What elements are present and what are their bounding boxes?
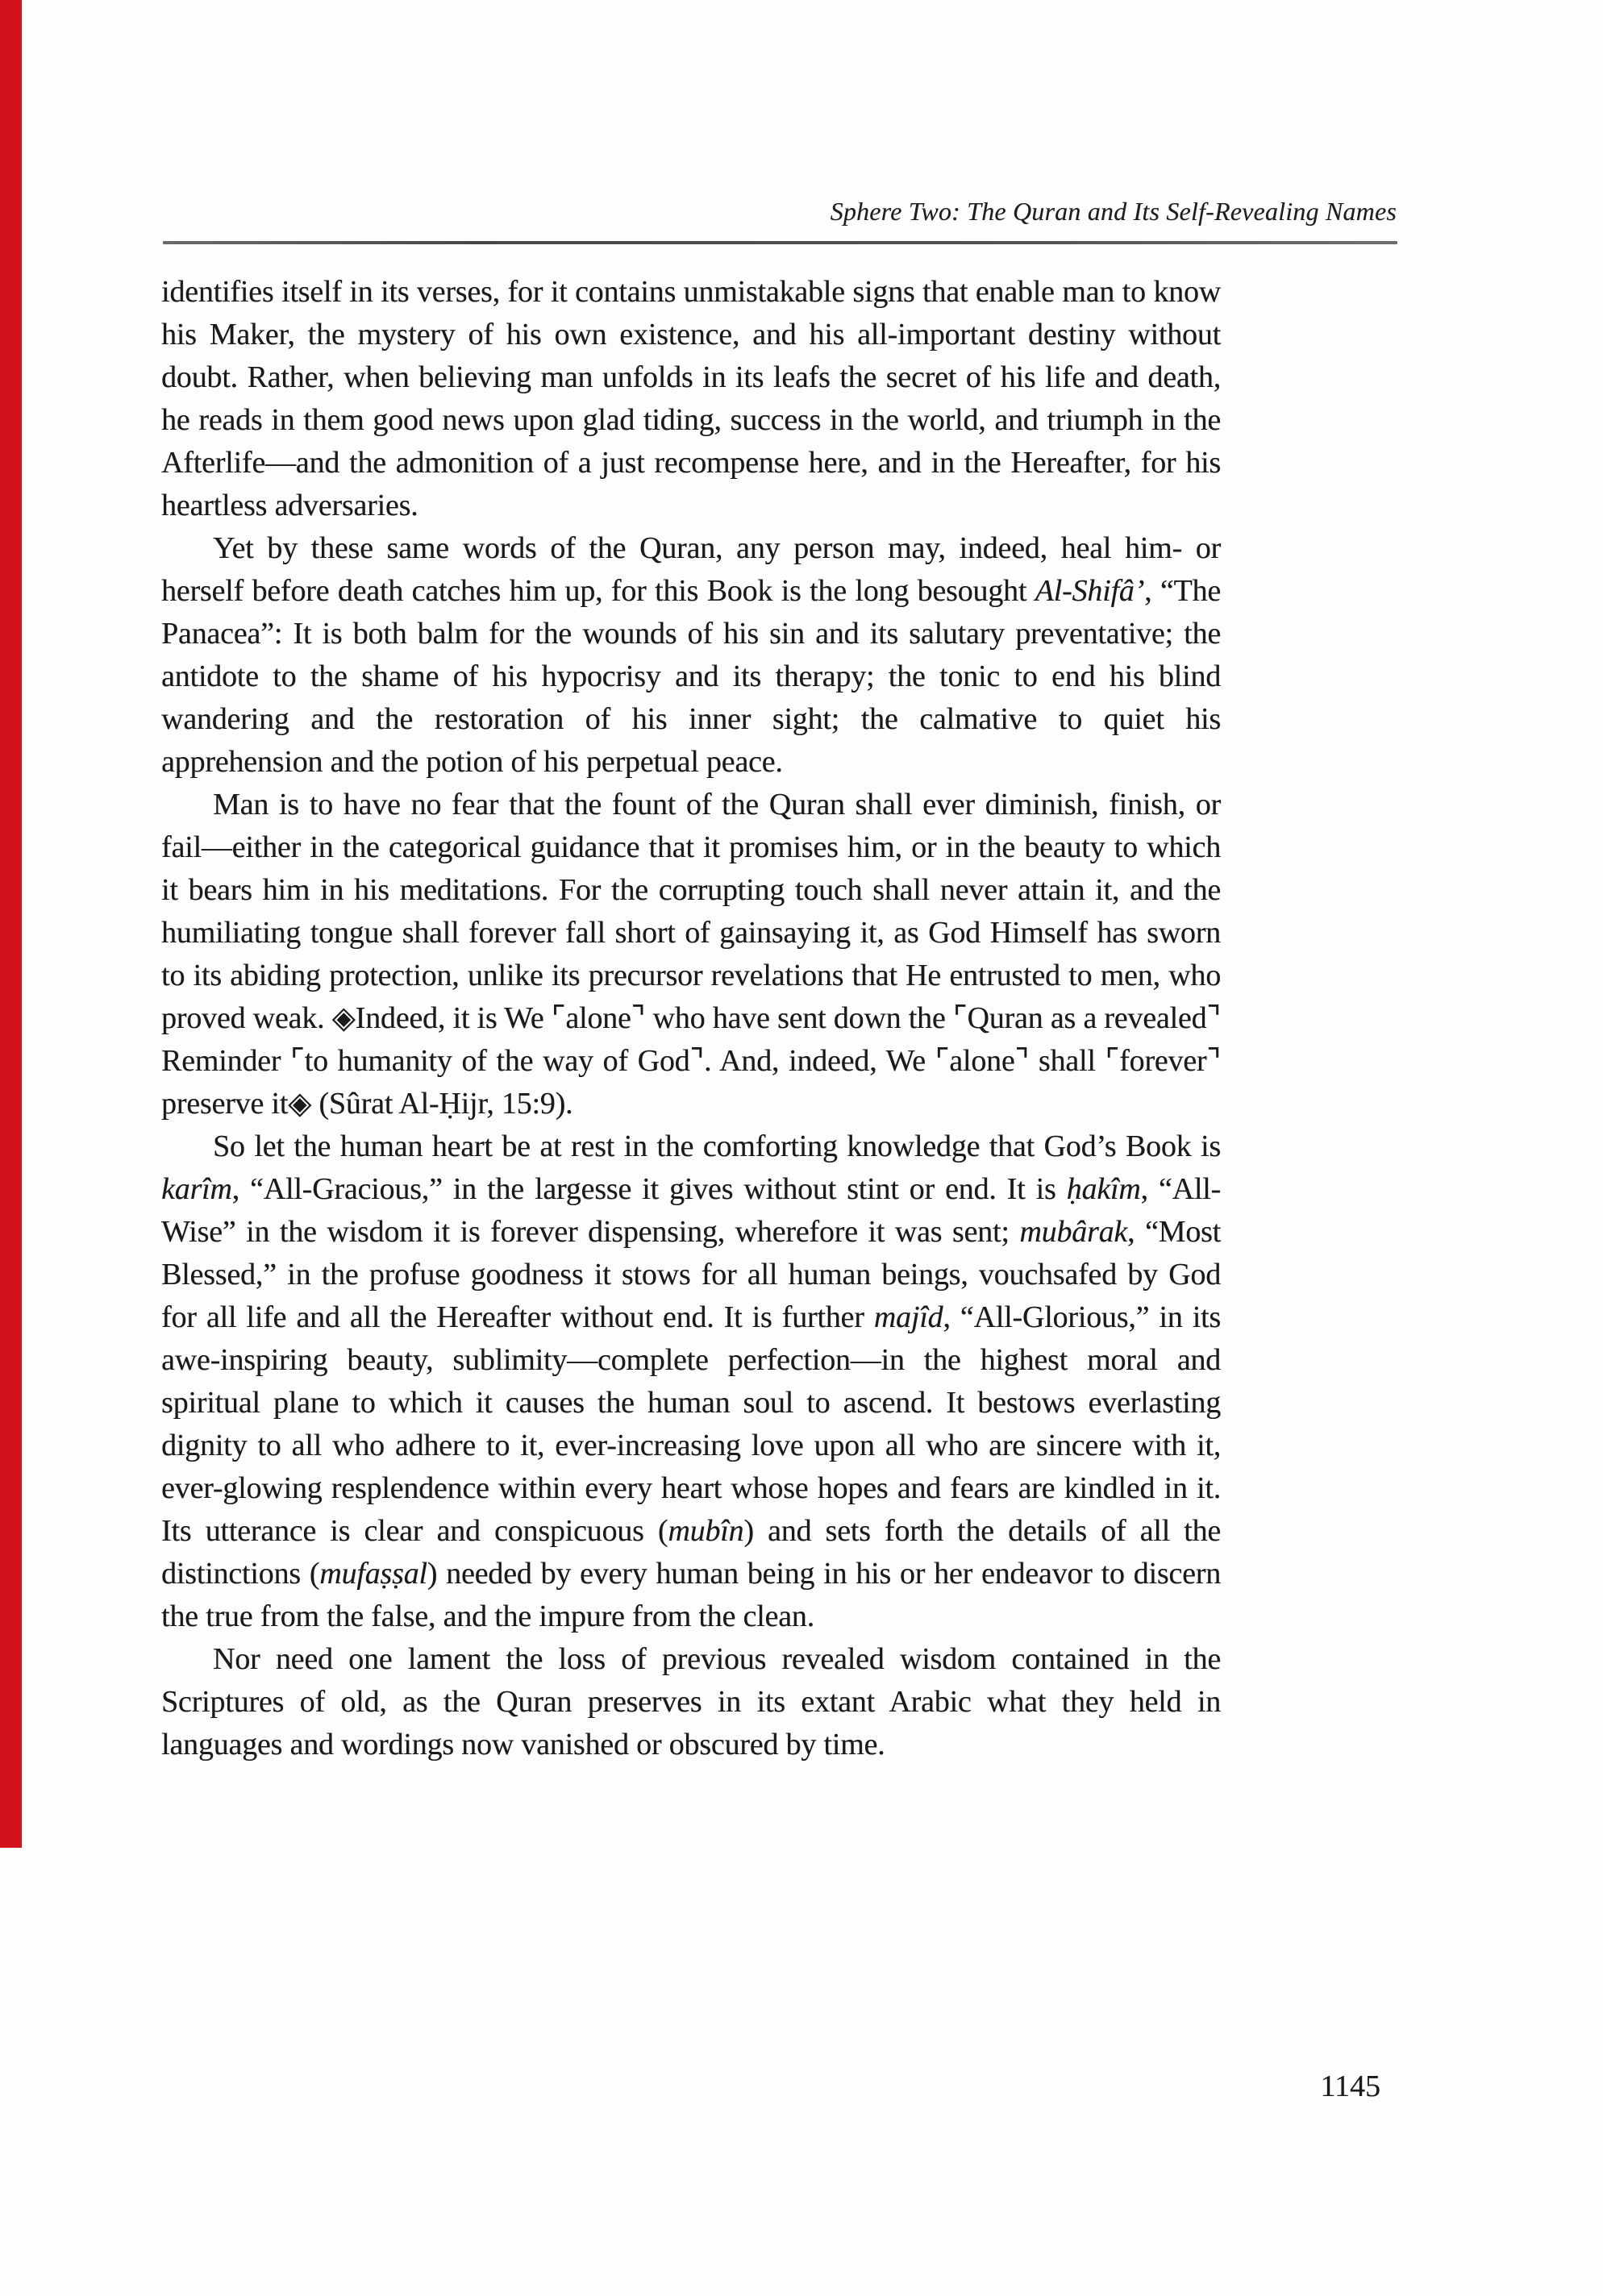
scan-red-edge-strip: [0, 0, 22, 1848]
page-number: 1145: [1320, 2069, 1380, 2103]
paragraph: Yet by these same words of the Quran, any person may, indeed, heal him- or herself before death catches him up, for this Book is the long besought Al-Shifâ’, “The Panacea”: It is both balm for the wounds of his sin and its salutary preventative; the antidote to the shame of his hypocrisy and its therapy; the tonic to end his blind wandering and the restoration of his inner sight; the calmative to quiet his apprehension and the potion of his perpetual peace.: [161, 531, 1222, 779]
paragraph: So let the human heart be at rest in the comforting knowledge that God’s Book is karîm, “All-Gracious,” in the largesse it gives without stint or end. It is ḥakîm, “All-Wise” in the wisdom it is forever dispensing, wherefore it was sent; mubârak, “Most Blessed,” in the profuse goodness it stows for all human beings, vouchsafed by God for all life and all the Hereafter without end. It is further majîd, “All-Glorious,” in its awe-inspiring beauty, sublimity—complete perfection—in the highest moral and spiritual plane to which it causes the human soul to ascend. It bestows everlasting dignity to all who adhere to it, ever-increasing love upon all who are sincere with it, ever-glowing resplendence within every heart whose hopes and fears are kindled in it. Its utterance is clear and conspicuous (mubîn) and sets forth the details of all the distinctions (mufaṣṣal) needed by every human being in his or her endeavor to discern the true from the false, and the impure from the clean.: [161, 1129, 1222, 1633]
italic-term: ḥakîm: [1066, 1172, 1141, 1206]
italic-term: majîd: [873, 1300, 943, 1334]
italic-term: karîm: [161, 1172, 232, 1206]
italic-term: Al-Shifâ’: [1035, 574, 1145, 608]
running-header: Sphere Two: The Quran and Its Self-Revealing Names: [830, 197, 1397, 226]
italic-term: mubârak: [1019, 1215, 1128, 1249]
italic-term: mufaṣṣal: [319, 1557, 427, 1591]
paragraph: identifies itself in its verses, for it contains unmistakable signs that enable man to know his Maker, the mystery of his own existence, and his all-important destiny without doubt. Rather, when believing man unfolds in its leafs the secret of his life and death, he reads in them good news upon glad tiding, success in the world, and triumph in the Afterlife—and the admonition of a just recompense here, and in the Hereafter, for his heartless adversaries.: [161, 275, 1221, 522]
paragraph: Nor need one lament the loss of previous revealed wisdom contained in the Scriptures of old, as the Quran preserves in its extant Arabic what they held in languages and wordings now vanished or obscured by time.: [161, 1642, 1221, 1762]
body-text: [161, 271, 1221, 1766]
italic-term: mubîn: [668, 1514, 744, 1548]
header-rule: [163, 241, 1397, 244]
paragraph: Man is to have no fear that the fount of the Quran shall ever diminish, finish, or fail—either in the categorical guidance that it promises him, or in the beauty to which it bears him in his meditations. For the corrupting touch shall never attain it, and the humiliating tongue shall forever fall short of gainsaying it, as God Himself has sworn to its abiding protection, unlike its precursor revelations that He entrusted to men, who proved weak. ◈Indeed, it is We ⌜alone⌝ who have sent down the ⌜Quran as a revealed⌝ Reminder ⌜to humanity of the way of God⌝. And, indeed, We ⌜alone⌝ shall ⌜forever⌝ preserve it◈ (Sûrat Al-Ḥijr, 15:9).: [161, 788, 1221, 1121]
